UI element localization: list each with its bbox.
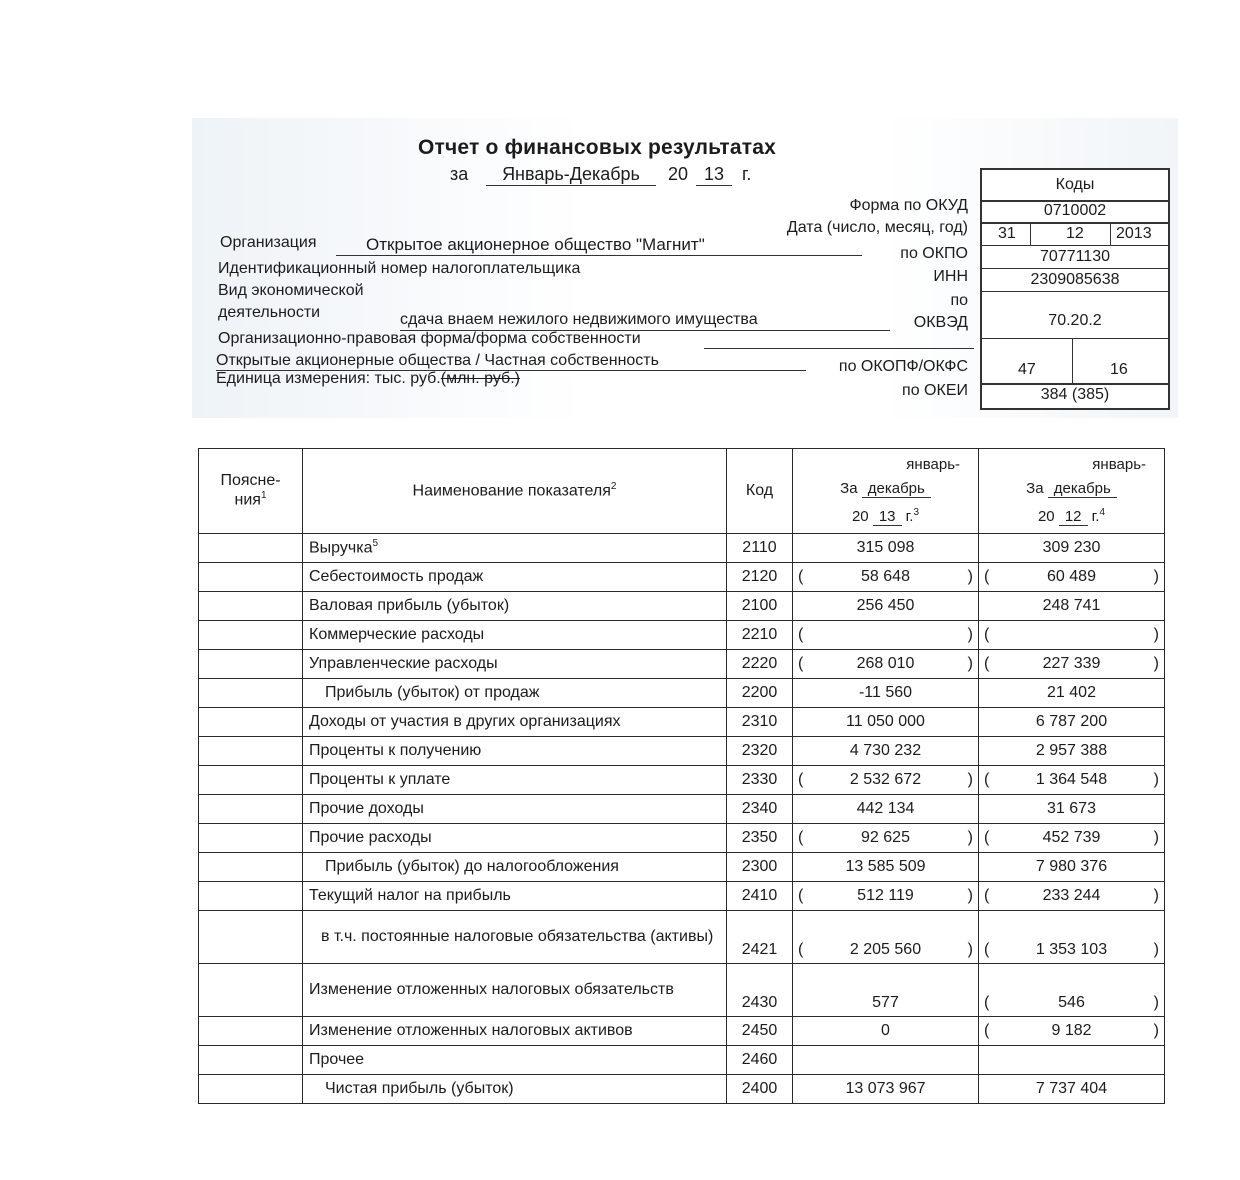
label-okved-1: по (950, 292, 968, 309)
previous-period-value (979, 1046, 1165, 1075)
paren-close: ) (967, 568, 973, 585)
table-row (199, 964, 1165, 1017)
label-date: Дата (число, месяц, год) (786, 219, 968, 236)
paren-close: ) (967, 829, 973, 846)
notes-cell (199, 708, 303, 737)
label-okved-2: ОКВЭД (913, 314, 968, 331)
paren-close: ) (1153, 626, 1159, 643)
notes-cell (199, 882, 303, 911)
activity-value: сдача внаем нежилого недвижимого имущества (400, 311, 890, 331)
indicator-name: Проценты к уплате (303, 766, 727, 795)
date-divider-1 (1030, 223, 1031, 245)
table-row (199, 592, 1165, 621)
paren-open: ( (984, 941, 990, 958)
notes-cell (199, 853, 303, 882)
date-cell (982, 223, 1168, 246)
year-suffix: г. (742, 164, 752, 184)
paren-open: ( (798, 771, 804, 788)
okopf-divider (1072, 339, 1073, 383)
okpo-code: 70771130 (982, 246, 1168, 269)
label-activity-2: деятельности (218, 304, 321, 321)
unit-text: Единица измерения: тыс. руб. (216, 370, 441, 387)
indicator-name: в т.ч. постоянные налоговые обязательства (активы) (303, 911, 727, 964)
label-taxpayer-id: Идентификационный номер налогоплательщика (218, 260, 581, 277)
notes-cell (199, 563, 303, 592)
indicator-name: Изменение отложенных налоговых активов (303, 1017, 727, 1046)
indicator-name: Изменение отложенных налоговых обязательств (303, 964, 727, 1017)
header-code: Код (727, 449, 793, 534)
legal-form-line (704, 348, 974, 349)
line-code: 2330 (727, 766, 793, 795)
financial-results-table (198, 448, 1165, 1104)
period-prefix: за (450, 164, 469, 184)
previous-period-value: 7 737 404 (979, 1075, 1165, 1104)
okopf-cell (982, 339, 1168, 385)
current-period-value: 4 730 232 (793, 737, 979, 766)
notes-cell (199, 795, 303, 824)
notes-cell (199, 1075, 303, 1104)
current-period-value: ( ) 2 532 672 (793, 766, 979, 795)
paren-open: ( (984, 887, 990, 904)
paren-open: ( (798, 568, 804, 585)
paren-close: ) (1153, 655, 1159, 672)
okei-code: 384 (385) (1040, 386, 1110, 403)
notes-cell (199, 911, 303, 964)
current-period-value: 13 585 509 (793, 853, 979, 882)
unit-struck-text: (млн. руб.) (440, 370, 520, 387)
notes-cell (199, 592, 303, 621)
table-row (199, 766, 1165, 795)
paren-open: ( (984, 626, 990, 643)
previous-period-value: 21 402 (979, 679, 1165, 708)
paren-close: ) (1153, 941, 1159, 958)
paren-open: ( (798, 655, 804, 672)
okved-code: 70.20.2 (982, 292, 1168, 339)
line-code: 2320 (727, 737, 793, 766)
current-period-value: 442 134 (793, 795, 979, 824)
table-row (199, 621, 1165, 650)
previous-period-value: 31 673 (979, 795, 1165, 824)
organization-value: Открытое акционерное общество "Магнит" (336, 235, 862, 256)
indicator-name: Доходы от участия в других организациях (303, 708, 727, 737)
table-row (199, 650, 1165, 679)
paren-close: ) (1153, 994, 1159, 1011)
current-period-value: ( ) 2 205 560 (793, 911, 979, 964)
date-divider-2 (1110, 223, 1111, 245)
paren-close: ) (1153, 829, 1159, 846)
table-row (199, 824, 1165, 853)
okud-code: 0710002 (982, 200, 1168, 224)
notes-cell (199, 679, 303, 708)
previous-period-value: 309 230 (979, 534, 1165, 563)
paren-open: ( (798, 626, 804, 643)
indicator-name: Прибыль (убыток) от продаж (303, 679, 727, 708)
date-day: 31 (998, 225, 1016, 242)
current-period-value: 13 073 967 (793, 1075, 979, 1104)
indicator-name: Прочие доходы (303, 795, 727, 824)
label-legal-form: Организационно-правовая форма/форма собственности (218, 330, 641, 347)
current-period-value: ( ) 512 119 (793, 882, 979, 911)
table-row (199, 679, 1165, 708)
table-row (199, 708, 1165, 737)
current-period-value: ( ) 268 010 (793, 650, 979, 679)
indicator-name: Текущий налог на прибыль (303, 882, 727, 911)
indicator-name: Управленческие расходы (303, 650, 727, 679)
current-period-value: 315 098 (793, 534, 979, 563)
current-period-value: 0 (793, 1017, 979, 1046)
table-row (199, 1046, 1165, 1075)
current-period-value (793, 621, 979, 650)
indicator-name: Проценты к получению (303, 737, 727, 766)
paren-close: ) (1153, 1022, 1159, 1039)
label-form-okud: Форма по ОКУД (849, 197, 968, 214)
previous-period-value: 7 980 376 (979, 853, 1165, 882)
line-code: 2220 (727, 650, 793, 679)
indicator-name: Чистая прибыль (убыток) (303, 1075, 727, 1104)
line-code: 2350 (727, 824, 793, 853)
table-row (199, 882, 1165, 911)
header-indicator-name: Наименование показателя$^2$ (303, 449, 727, 534)
header-notes: Поясне-ния$^1$ (199, 449, 303, 534)
paren-close: ) (967, 655, 973, 672)
paren-close: ) (967, 771, 973, 788)
label-okopf: по ОКОПФ/ОКФС (838, 358, 968, 375)
table-row (199, 1075, 1165, 1104)
table-row (199, 737, 1165, 766)
current-period-value: ( ) 92 625 (793, 824, 979, 853)
paren-close: ) (1153, 568, 1159, 585)
previous-period-value: 248 741 (979, 592, 1165, 621)
okopf-code: 47 (1018, 361, 1036, 378)
previous-period-value: ( ) 1 364 548 (979, 766, 1165, 795)
previous-period-value: ( ) 1 353 103 (979, 911, 1165, 964)
line-code: 2460 (727, 1046, 793, 1075)
period-value: Январь-Декабрь (486, 164, 656, 186)
previous-period-value: 6 787 200 (979, 708, 1165, 737)
table-row (199, 534, 1165, 563)
line-code: 2200 (727, 679, 793, 708)
notes-cell (199, 824, 303, 853)
year-prefix: 20 (668, 164, 689, 184)
table-row (199, 563, 1165, 592)
table-row (199, 795, 1165, 824)
line-code: 2410 (727, 882, 793, 911)
paren-open: ( (984, 1022, 990, 1039)
table-row (199, 1017, 1165, 1046)
line-code: 2450 (727, 1017, 793, 1046)
notes-cell (199, 766, 303, 795)
paren-close: ) (967, 941, 973, 958)
line-code: 2340 (727, 795, 793, 824)
table-header-row (199, 449, 1165, 534)
indicator-name: Прочие расходы (303, 824, 727, 853)
current-period-value: -11 560 (793, 679, 979, 708)
table-row (199, 911, 1165, 964)
line-code: 2100 (727, 592, 793, 621)
notes-cell (199, 621, 303, 650)
line-code: 2300 (727, 853, 793, 882)
codes-header: Коды (982, 170, 1168, 202)
current-period-value (793, 1046, 979, 1075)
document-title: Отчет о финансовых результатах (418, 136, 777, 159)
label-okpo: по ОКПО (900, 245, 968, 262)
paren-open: ( (984, 771, 990, 788)
label-okei: по ОКЕИ (902, 382, 968, 399)
year-value: 13 (696, 164, 732, 186)
date-year: 2013 (1116, 225, 1152, 242)
indicator-name: Выручка$^5$ (303, 534, 727, 563)
previous-period-value: ( ) 60 489 (979, 563, 1165, 592)
label-organization: Организация (220, 234, 317, 251)
paren-open: ( (798, 887, 804, 904)
paren-open: ( (984, 994, 990, 1011)
line-code: 2310 (727, 708, 793, 737)
header-current-period: январь- За декабрь 20 13 г.$^3$ (793, 449, 979, 534)
previous-period-value: ( ) 546 (979, 964, 1165, 1017)
notes-cell (199, 534, 303, 563)
notes-cell (199, 1017, 303, 1046)
paren-open: ( (984, 568, 990, 585)
line-code: 2430 (727, 964, 793, 1017)
previous-period-value: ( ) 233 244 (979, 882, 1165, 911)
current-period-value: 577 (793, 964, 979, 1017)
paren-open: ( (798, 941, 804, 958)
current-period-value: 256 450 (793, 592, 979, 621)
notes-cell (199, 964, 303, 1017)
paren-open: ( (798, 829, 804, 846)
date-month: 12 (1066, 225, 1084, 242)
previous-period-value: ( ) 227 339 (979, 650, 1165, 679)
indicator-name: Прибыль (убыток) до налогообложения (303, 853, 727, 882)
notes-cell (199, 650, 303, 679)
okfs-code: 16 (1110, 361, 1128, 378)
indicator-name: Себестоимость продаж (303, 563, 727, 592)
previous-period-value: ( ) 452 739 (979, 824, 1165, 853)
previous-period-value: ( ) 9 182 (979, 1017, 1165, 1046)
label-activity-1: Вид экономической (218, 282, 364, 299)
paren-open: ( (984, 829, 990, 846)
codes-box (980, 168, 1170, 410)
table-row (199, 853, 1165, 882)
indicator-name: Коммерческие расходы (303, 621, 727, 650)
label-unit (216, 370, 520, 388)
line-code: 2210 (727, 621, 793, 650)
paren-close: ) (967, 887, 973, 904)
header-previous-period: январь- За декабрь 20 12 г.$^4$ (979, 449, 1165, 534)
line-code: 2421 (727, 911, 793, 964)
indicator-name: Прочее (303, 1046, 727, 1075)
notes-cell (199, 1046, 303, 1075)
line-code: 2400 (727, 1075, 793, 1104)
previous-period-value: 2 957 388 (979, 737, 1165, 766)
previous-period-value (979, 621, 1165, 650)
current-period-value: ( ) 58 648 (793, 563, 979, 592)
paren-close: ) (1153, 771, 1159, 788)
current-period-value: 11 050 000 (793, 708, 979, 737)
notes-cell (199, 737, 303, 766)
line-code: 2110 (727, 534, 793, 563)
indicator-name: Валовая прибыль (убыток) (303, 592, 727, 621)
inn-code: 2309085638 (982, 269, 1168, 292)
label-inn: ИНН (933, 268, 968, 285)
paren-open: ( (984, 655, 990, 672)
paren-close: ) (1153, 887, 1159, 904)
paren-close: ) (967, 626, 973, 643)
legal-form-value: Открытые акционерные общества / Частная собственность (216, 352, 806, 371)
line-code: 2120 (727, 563, 793, 592)
